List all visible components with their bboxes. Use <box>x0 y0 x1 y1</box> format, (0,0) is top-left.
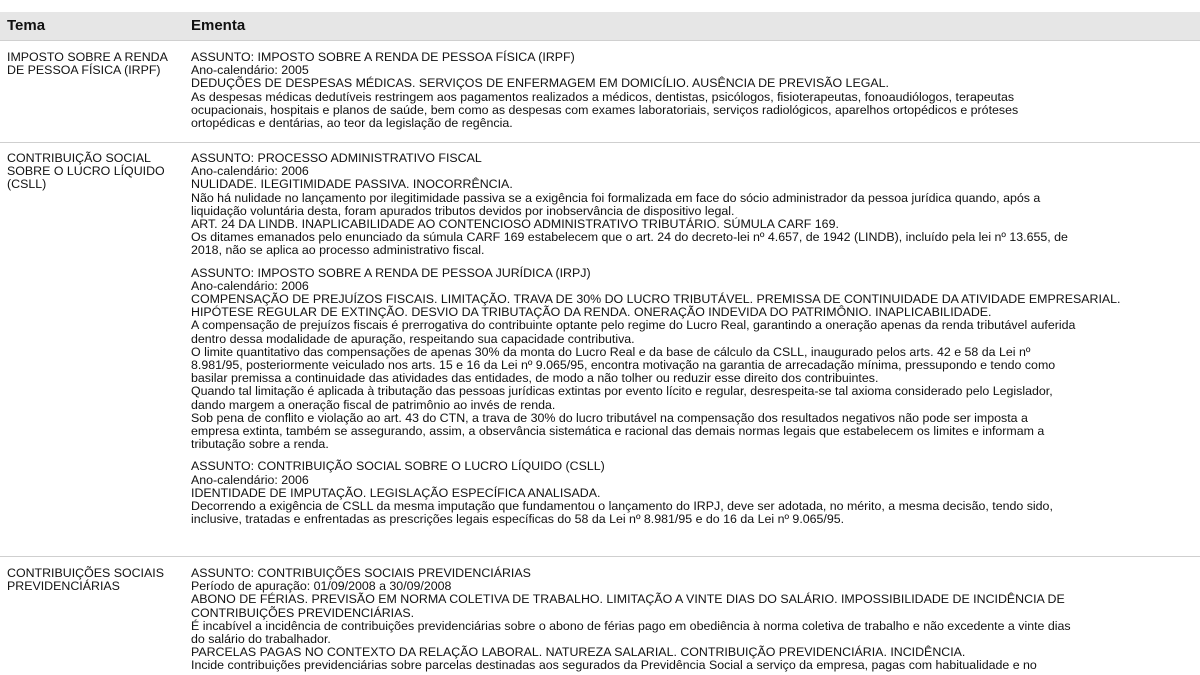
ementa-line: 2018, não se aplica ao processo administrativo fiscal. <box>191 243 485 258</box>
column-header-ementa: Ementa <box>191 17 246 34</box>
tema-cell: IMPOSTO SOBRE A RENDA DE PESSOA FÍSICA (IRPF) <box>7 50 168 78</box>
table-row <box>0 557 1200 675</box>
ementa-line: Período de apuração: 01/09/2008 a 30/09/2008 <box>191 579 452 594</box>
ementa-line: COMPENSAÇÃO DE PREJUÍZOS FISCAIS. LIMITAÇÃO. TRAVA DE 30% DO LUCRO TRIBUTÁVEL. PREMISSA DE CONTINUIDADE DA ATIVIDADE EMPRESARIAL. <box>191 292 1121 307</box>
ementa-line: liquidação voluntária desta, foram apurados tributos devidos por inobservância de dispositivo legal. <box>191 203 735 218</box>
ementa-line: O limite quantitativo das compensações de apenas 30% da monta do Lucro Real e da base de cálculo da CSLL, inaugurado pelos arts. 42 e 58 da Lei nº <box>191 344 1031 359</box>
ementa-line: ASSUNTO: CONTRIBUIÇÃO SOCIAL SOBRE O LUCRO LÍQUIDO (CSLL) <box>191 459 605 474</box>
ementa-cell <box>191 152 1191 526</box>
ementa-line: CONTRIBUIÇÕES PREVIDENCIÁRIAS. <box>191 605 415 620</box>
ementa-line: A compensação de prejuízos fiscais é prerrogativa do contribuinte optante pelo regime do Lucro Real, garantindo a oneração apenas da renda tributável auferida <box>191 318 1076 333</box>
ementa-line: Ano-calendário: 2006 <box>191 472 309 487</box>
table-row <box>0 142 1200 557</box>
column-header-tema: Tema <box>7 17 46 34</box>
ementa-line: As despesas médicas dedutíveis restringem aos pagamentos realizados a médicos, dentistas, psicólogos, fisioterapeutas, fonoaudiólogos, terapeutas <box>191 89 1015 104</box>
ementa-line: ASSUNTO: IMPOSTO SOBRE A RENDA DE PESSOA JURÍDICA (IRPJ) <box>191 265 591 280</box>
ementa-line: Ano-calendário: 2005 <box>191 63 309 78</box>
ementa-line: ocupacionais, hospitais e planos de saúde, bem como as despesas com exames laboratoriais, serviços radiológicos, aparelhos ortopédicos e próteses <box>191 102 1019 117</box>
ementa-line: ASSUNTO: PROCESSO ADMINISTRATIVO FISCAL <box>191 151 482 165</box>
ementa-line: 8.981/95, posteriormente veiculado nos arts. 15 e 16 da Lei nº 9.065/95, encontra motivação na garantia de arrecadação mínima, pressupondo e tendo como <box>191 358 1056 373</box>
ementa-line: DEDUÇÕES DE DESPESAS MÉDICAS. SERVIÇOS DE ENFERMAGEM EM DOMICÍLIO. AUSÊNCIA DE PREVISÃO LEGAL. <box>191 76 889 91</box>
ementa-line: tributação sobre a renda. <box>191 437 329 452</box>
ementa-cell <box>191 51 1191 130</box>
table-header <box>0 12 1200 41</box>
tema-cell: CONTRIBUIÇÕES SOCIAIS PREVIDENCIÁRIAS <box>7 566 164 594</box>
ementa-line: ART. 24 DA LINDB. INAPLICABILIDADE AO CONTENCIOSO ADMINISTRATIVO TRIBUTÁRIO. SÚMULA CARF 169. <box>191 217 839 232</box>
ementa-line: Quando tal limitação é aplicada à tributação das pessoas jurídicas extintas por evento lícito e regular, desrespeita-se tal axioma considerado pelo Legislador, <box>191 384 1053 399</box>
ementa-line: Sob pena de conflito e violação ao art. 43 do CTN, a trava de 30% do lucro tributável na compensação dos resultados negativos não pode ser imposta a <box>191 410 1028 425</box>
ementa-line: ABONO DE FÉRIAS. PREVISÃO EM NORMA COLETIVA DE TRABALHO. LIMITAÇÃO A VINTE DIAS DO SALÁRIO. IMPOSSIBILIDADE DE INCIDÊNCIA DE <box>191 592 1065 607</box>
ementa-cell <box>191 567 1191 673</box>
ementa-line: empresa extinta, também se assegurando, assim, a observância sistemática e racional das demais normas legais que estabelecem os limites e informam a <box>191 424 1045 439</box>
ementa-line: ASSUNTO: IMPOSTO SOBRE A RENDA DE PESSOA FÍSICA (IRPF) <box>191 50 575 64</box>
ementa-line: PARCELAS PAGAS NO CONTEXTO DA RELAÇÃO LABORAL. NATUREZA SALARIAL. CONTRIBUIÇÃO PREVIDENCIÁRIA. INCIDÊNCIA. <box>191 645 966 660</box>
ementa-line: basilar premissa a continuidade das atividades das entidades, de modo a não tolher ou reduzir esse direito dos contribuintes. <box>191 371 879 386</box>
ementa-line: É incabível a incidência de contribuições previdenciárias sobre o abono de férias pago em obediência à norma coletiva de trabalho e não excedente a vinte dias <box>191 618 1071 633</box>
tema-cell: CONTRIBUIÇÃO SOCIAL SOBRE O LUCRO LÍQUIDO (CSLL) <box>7 151 165 192</box>
ementa-line: dentro dessa modalidade de apuração, respeitando sua capacidade contributiva. <box>191 331 635 346</box>
ementa-line: NULIDADE. ILEGITIMIDADE PASSIVA. INOCORRÊNCIA. <box>191 177 513 192</box>
ementa-line: ortopédicas e dentárias, ao teor da legislação de regência. <box>191 116 513 131</box>
ementa-line: inclusive, tratadas e enfrentadas as prescrições legais específicas do 58 da Lei nº 8.981/95 e do 16 da Lei nº 9.065/95. <box>191 512 845 527</box>
ementa-line: Ano-calendário: 2006 <box>191 278 309 293</box>
ementa-line: ASSUNTO: CONTRIBUIÇÕES SOCIAIS PREVIDENCIÁRIAS <box>191 566 531 580</box>
ementa-line: Incide contribuições previdenciárias sobre parcelas destinadas aos segurados da Previdência Social a serviço da empresa, pagas com habitualidade e no <box>191 658 1037 673</box>
ementa-line: Decorrendo a exigência de CSLL da mesma imputação que fundamentou o lançamento do IRPJ, deve ser adotada, no mérito, a mesma decisão, tendo sido, <box>191 499 1053 514</box>
table-row <box>0 41 1200 143</box>
ementa-line: Ano-calendário: 2006 <box>191 164 309 179</box>
ementa-line: HIPÓTESE REGULAR DE EXTINÇÃO. DESVIO DA TRIBUTAÇÃO DA RENDA. ONERAÇÃO INDEVIDA DO PATRIMÔNIO. INAPLICABILIDADE. <box>191 305 992 320</box>
ementa-line: Não há nulidade no lançamento por ilegitimidade passiva se a exigência foi formalizada em face do sócio administrador da pessoa jurídica quando, após a <box>191 190 1041 205</box>
ementa-line: dando margem a oneração fiscal de patrimônio ao invés de renda. <box>191 397 556 412</box>
ementa-line: do salário do trabalhador. <box>191 632 331 647</box>
ementa-line: IDENTIDADE DE IMPUTAÇÃO. LEGISLAÇÃO ESPECÍFICA ANALISADA. <box>191 485 601 500</box>
ementa-line: Os ditames emanados pelo enunciado da súmula CARF 169 estabelecem que o art. 24 do decreto-lei nº 4.657, de 1942 (LINDB), incluído pela lei nº 13.655, de <box>191 230 1068 245</box>
